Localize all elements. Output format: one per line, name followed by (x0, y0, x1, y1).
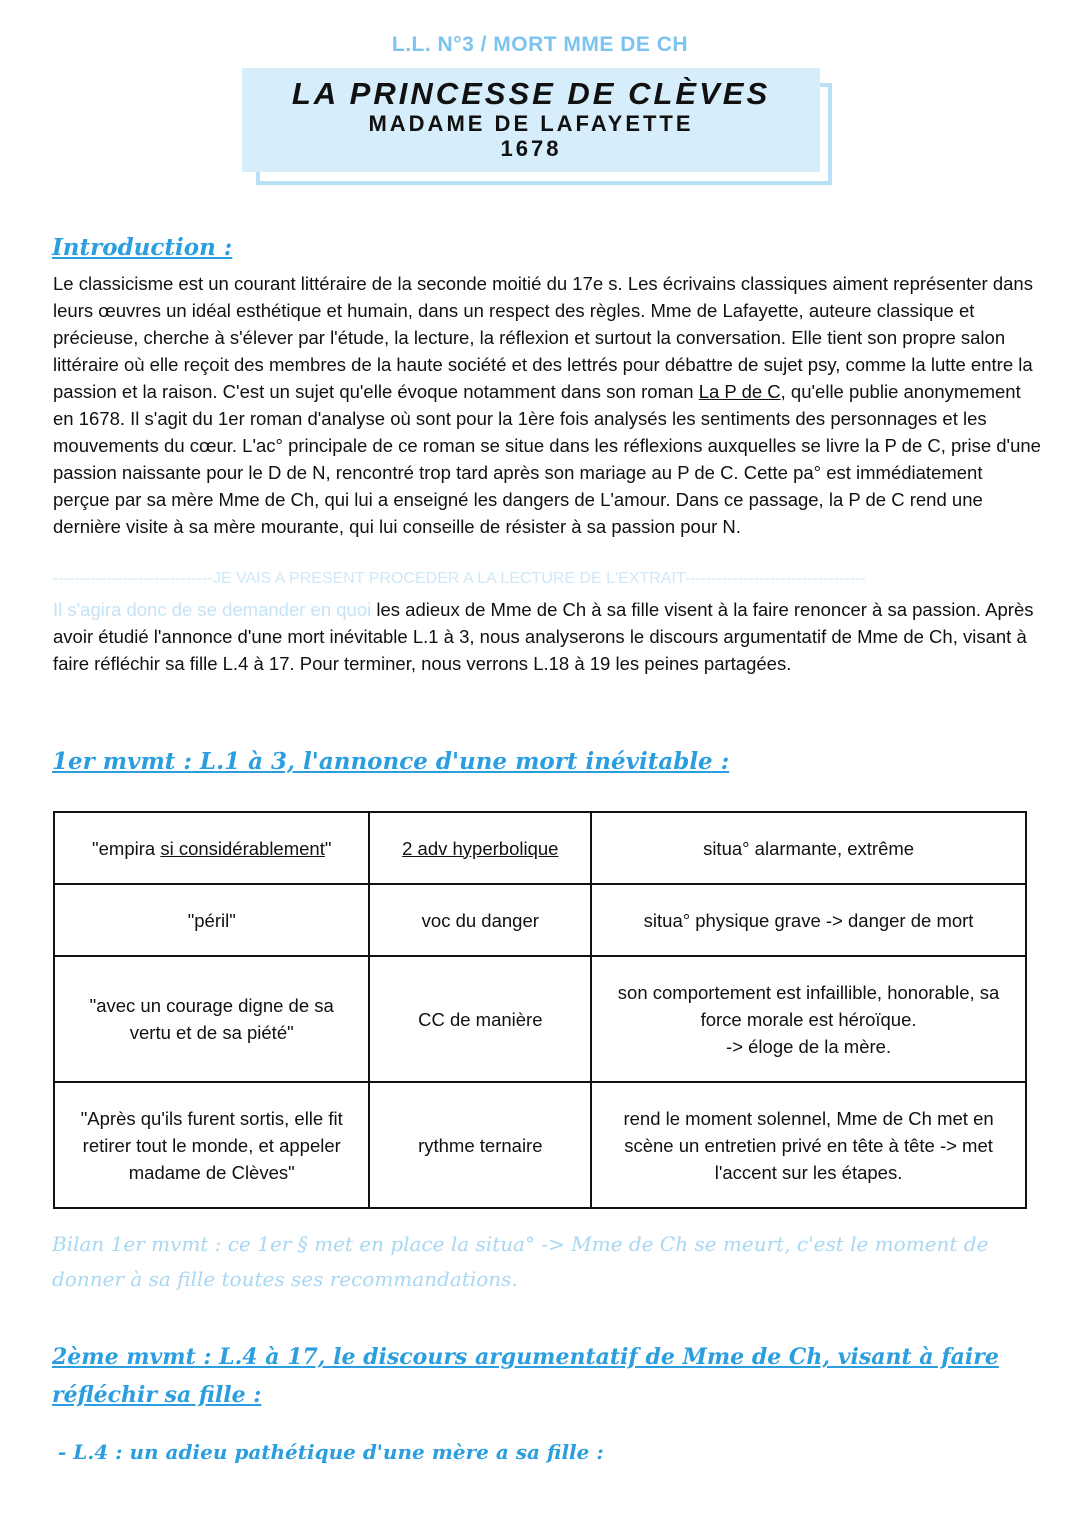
intro-text-part-1: Le classicisme est un courant littéraire de la seconde moitié du 17e s. Les écrivains classiques aiment représenter dans leurs œuvres un idéal esthétique et humain, dans un respect des règles. Mme de Lafayette, auteure classique et précieuse, cherche à s'élever par l'étude, la lecture, la réflexion et surtout la conversation. Elle tient son propre salon littéraire où elle reçoit des membres de la haute société et des lettrés pour débattre de sujet psy, comme la lutte entre la passion et la raison. C'est un sujet qu'elle évoque notamment dans son roman (53, 273, 1033, 402)
table-row (54, 1082, 1026, 1208)
effet-cell: situa° physique grave -> danger de mort (591, 884, 1026, 956)
effet-cell (591, 956, 1026, 1082)
section1-heading: 1er mvmt : L.1 à 3, l'annonce d'une mort inévitable : (52, 748, 730, 775)
quote-end: " (324, 837, 332, 859)
procede-text: 2 adv hyperbolique (402, 837, 559, 859)
effet-cell: rend le moment solennel, Mme de Ch met en scène un entretien privé en tête à tête -> met l'accent sur les étapes. (591, 1082, 1026, 1208)
quote-cell: "péril" (54, 884, 369, 956)
problematic-lead: Il s'agira donc de se demander en quoi (53, 599, 372, 620)
quote-cell: "avec un courage digne de sa vertu et de sa piété" (54, 956, 369, 1082)
quote-cell (54, 812, 369, 884)
table-row (54, 884, 1026, 956)
intro-heading: Introduction : (52, 234, 233, 261)
book-year: 1678 (500, 136, 562, 161)
procede-cell (369, 812, 591, 884)
intro-text-part-2: , qu'elle publie anonymement en 1678. Il s'agit du 1er roman d'analyse où sont pour la 1ère fois analysés les sentiments des personnages et les mouvements du cœur. L'ac° principale de ce roman se situe dans les réflexions auxquelles se livre la P de C, prise d'une passion naissante pour le D de N, rencontré trop tard après son mariage au P de C. Cette pa° est immédiatement perçue par sa mère Mme de Ch, qui lui a enseigné les dangers de L'amour. Dans ce passage, la P de C rend une dernière visite à sa mère mourante, qui lui conseille de résister à sa passion pour N. (53, 381, 1041, 537)
quote-cell: "Après qu'ils furent sortis, elle fit retirer tout le monde, et appeler madame de Clèves" (54, 1082, 369, 1208)
effet-text: son comportement est infaillible, honorable, sa force morale est héroïque. (617, 981, 1000, 1030)
book-author: MADAME DE LAFAYETTE (368, 111, 694, 136)
table-row (54, 956, 1026, 1082)
table-row (54, 812, 1026, 884)
quote-underlined: si considérablement (160, 837, 325, 859)
intro-paragraph (53, 270, 1043, 540)
procede-cell: voc du danger (369, 884, 591, 956)
quote-text: "empira (92, 837, 161, 859)
novel-title-ref: La P de C (698, 381, 781, 402)
procede-cell: rythme ternaire (369, 1082, 591, 1208)
section2-heading: 2ème mvmt : L.4 à 17, le discours argumentatif de Mme de Ch, visant à faire réfléchir sa fille : (52, 1344, 999, 1408)
analysis-table (53, 811, 1027, 1209)
reading-separator: ------------------------------JE VAIS A PRESENT PROCEDER A LA LECTURE DE L'EXTRAIT---------------------------------- (53, 570, 866, 587)
book-title: LA PRINCESSE DE CLÈVES (291, 76, 771, 111)
problematic-paragraph (53, 596, 1043, 677)
problematic-text: les adieux de Mme de Ch à sa fille visent à la faire renoncer à sa passion. Après avoir étudié l'annonce d'une mort inévitable L.1 à 3, nous analyserons le discours argumentatif de Mme de Ch, visant à faire réfléchir sa fille L.4 à 17. Pour terminer, nous verrons L.18 à 19 les peines partagées. (53, 599, 1034, 674)
bilan-text: Bilan 1er mvmt : ce 1er § met en place la situa° -> Mme de Ch se meurt, c'est le moment de donner à sa fille toutes ses recommandations. (52, 1232, 989, 1291)
title-box (242, 68, 820, 172)
effet-cell: situa° alarmante, extrême (591, 812, 1026, 884)
procede-cell: CC de manière (369, 956, 591, 1082)
subsection-heading: - L.4 : un adieu pathétique d'une mère a sa fille : (58, 1440, 604, 1464)
lecture-label: L.L. N°3 / MORT MME DE CH (391, 33, 689, 56)
effet-conclusion: -> éloge de la mère. (726, 1035, 892, 1057)
